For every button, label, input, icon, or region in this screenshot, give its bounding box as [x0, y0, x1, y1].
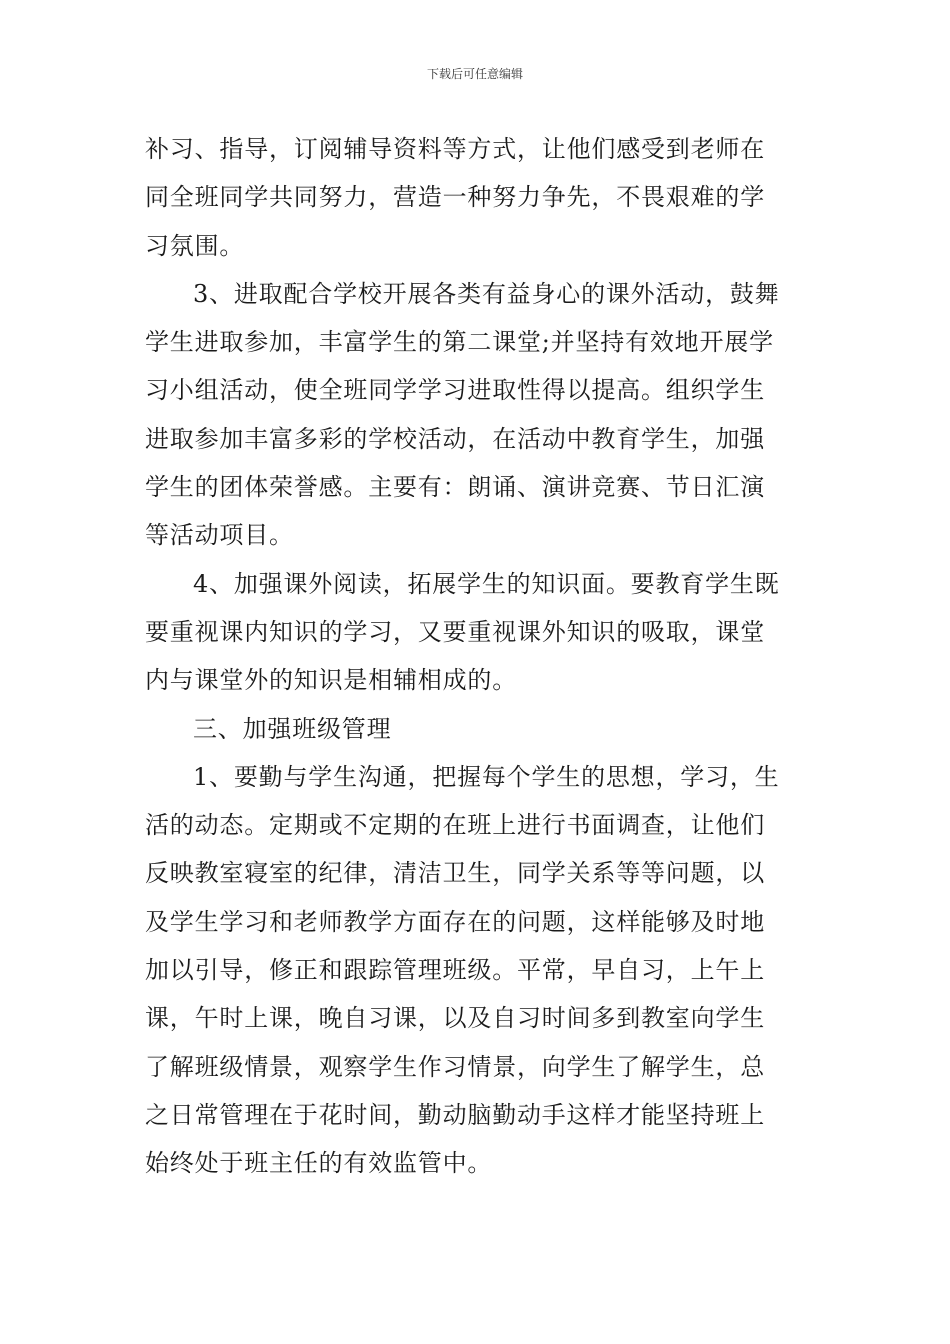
text-line: 始终处于班主任的有效监管中。: [145, 1149, 493, 1178]
paragraph-start-line: 4、加强课外阅读，拓展学生的知识面。要教育学生既: [193, 569, 780, 598]
text-line: 要重视课内知识的学习，又要重视课外知识的吸取，课堂: [145, 617, 765, 646]
text-line: 活的动态。定期或不定期的在班上进行书面调查，让他们: [145, 811, 765, 840]
text-line: 进取参加丰富多彩的学校活动，在活动中教育学生，加强: [145, 424, 765, 453]
text-line: 了解班级情景，观察学生作习情景，向学生了解学生，总: [145, 1052, 765, 1081]
text-line: 反映教室寝室的纪律，清洁卫生，同学关系等等问题，以: [145, 859, 765, 888]
text-line: 习氛围。: [145, 231, 245, 260]
section-heading: 三、加强班级管理: [193, 714, 392, 743]
text-line: 内与课堂外的知识是相辅相成的。: [145, 666, 517, 695]
document-body: [145, 125, 810, 1188]
text-line: 加以引导，修正和跟踪管理班级。平常，早自习，上午上: [145, 956, 765, 985]
text-line: 课，午时上课，晚自习课，以及自习时间多到教室向学生: [145, 1004, 765, 1033]
text-line: 学生进取参加，丰富学生的第二课堂;并坚持有效地开展学: [145, 328, 774, 357]
text-line: 及学生学习和老师教学方面存在的问题，这样能够及时地: [145, 907, 765, 936]
paragraph-start-line: 3、进取配合学校开展各类有益身心的课外活动，鼓舞: [193, 279, 780, 308]
text-line: 补习、指导，订阅辅导资料等方式，让他们感受到老师在: [145, 135, 765, 163]
text-line: 同全班同学共同努力，营造一种努力争先，不畏艰难的学: [145, 183, 765, 212]
page-header-note: 下载后可任意编辑: [426, 67, 523, 81]
text-line: 学生的团体荣誉感。主要有：朗诵、演讲竞赛、节日汇演: [145, 473, 765, 502]
text-line: 之日常管理在于花时间，勤动脑勤动手这样才能坚持班上: [145, 1100, 765, 1129]
paragraph-start-line: 1、要勤与学生沟通，把握每个学生的思想，学习，生: [193, 762, 780, 791]
text-line: 等活动项目。: [145, 521, 294, 550]
text-line: 习小组活动，使全班同学学习进取性得以提高。组织学生: [145, 376, 765, 405]
